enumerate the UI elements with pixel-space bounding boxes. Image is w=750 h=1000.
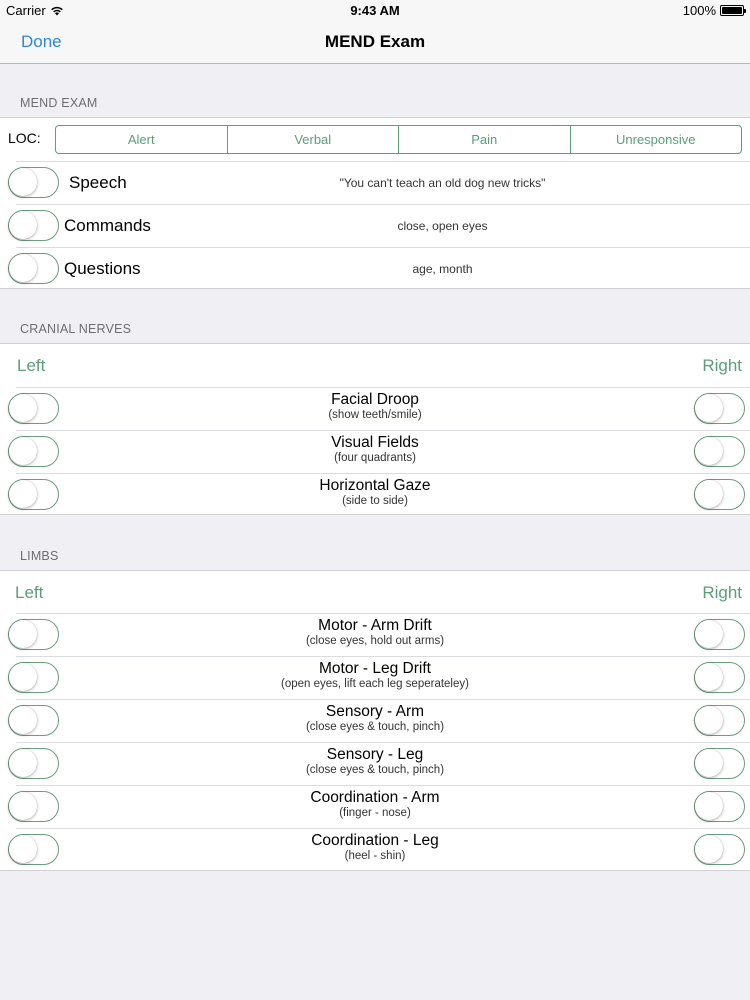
motor-leg-drift-row [0, 656, 750, 699]
visual-fields-title: Visual Fields [331, 434, 419, 451]
sensory-leg-row [0, 742, 750, 785]
loc-option-unresponsive[interactable]: Unresponsive [616, 132, 696, 147]
facial-droop-title: Facial Droop [331, 391, 419, 408]
motor-arm-drift-row [0, 613, 750, 656]
motor-arm-drift-title: Motor - Arm Drift [318, 617, 432, 634]
carrier-label: Carrier [6, 3, 46, 18]
loc-segmented-control [55, 125, 742, 154]
coordination-arm-title: Coordination - Arm [310, 789, 440, 806]
limbs-left-right-header [0, 571, 750, 613]
visual-fields-row [0, 430, 750, 473]
sensory-leg-title: Sensory - Leg [326, 746, 424, 763]
commands-row [0, 204, 750, 247]
motor-arm-drift-right-toggle[interactable] [694, 619, 745, 650]
cranial-left-label: Left [17, 356, 46, 375]
horizontal-gaze-row [0, 473, 750, 516]
commands-toggle[interactable] [8, 210, 59, 241]
status-bar [0, 0, 750, 20]
coordination-arm-row [0, 785, 750, 828]
battery-icon [720, 5, 744, 16]
speech-hint: "You can't teach an old dog new tricks" [339, 176, 546, 190]
battery-indicator [683, 3, 744, 18]
cranial-nerves-group [0, 343, 750, 515]
motor-leg-drift-subtitle: (open eyes, lift each leg seperateley) [281, 678, 469, 690]
speech-label: Speech [69, 173, 127, 192]
limbs-right-label: Right [702, 583, 742, 602]
commands-label: Commands [64, 216, 151, 235]
section-header-mend-exam: MEND EXAM [20, 96, 98, 110]
sensory-arm-subtitle: (close eyes & touch, pinch) [305, 721, 445, 733]
sensory-arm-right-toggle[interactable] [694, 705, 745, 736]
questions-toggle[interactable] [8, 253, 59, 284]
sensory-arm-row [0, 699, 750, 742]
questions-row [0, 247, 750, 290]
limbs-left-label: Left [15, 583, 44, 602]
horizontal-gaze-subtitle: (side to side) [342, 495, 408, 507]
coordination-arm-right-toggle[interactable] [694, 791, 745, 822]
motor-leg-drift-right-toggle[interactable] [694, 662, 745, 693]
motor-arm-drift-subtitle: (close eyes, hold out arms) [305, 635, 445, 647]
questions-label: Questions [64, 259, 141, 278]
visual-fields-subtitle: (four quadrants) [334, 452, 416, 464]
loc-label: LOC: [8, 130, 41, 146]
sensory-arm-title: Sensory - Arm [325, 703, 425, 720]
cranial-left-right-header [0, 344, 750, 387]
coordination-leg-row [0, 828, 750, 871]
horizontal-gaze-right-toggle[interactable] [694, 479, 745, 510]
battery-percent: 100% [682, 3, 716, 18]
commands-hint: close, open eyes [397, 219, 488, 233]
loc-row [0, 118, 750, 161]
horizontal-gaze-title: Horizontal Gaze [319, 477, 431, 494]
facial-droop-subtitle: (show teeth/smile) [328, 409, 422, 421]
clock: 9:43 AM [350, 3, 400, 18]
speech-toggle[interactable] [8, 167, 59, 198]
cranial-right-label: Right [702, 356, 742, 375]
coordination-leg-subtitle: (heel - shin) [344, 850, 406, 862]
page-title: MEND Exam [324, 32, 426, 51]
sensory-leg-right-toggle[interactable] [694, 748, 745, 779]
section-header-cranial-nerves: CRANIAL NERVES [20, 322, 132, 336]
motor-leg-drift-title: Motor - Leg Drift [319, 660, 431, 677]
navigation-bar [0, 20, 750, 64]
loc-option-pain[interactable]: Pain [399, 126, 571, 153]
speech-row [0, 161, 750, 204]
loc-option-alert[interactable]: Alert [56, 126, 228, 153]
sensory-leg-subtitle: (close eyes & touch, pinch) [305, 764, 445, 776]
done-button[interactable]: Done [21, 32, 62, 51]
facial-droop-row [0, 387, 750, 430]
section-header-limbs: LIMBS [20, 549, 59, 563]
questions-hint: age, month [412, 262, 473, 276]
facial-droop-right-toggle[interactable] [694, 393, 745, 424]
visual-fields-right-toggle[interactable] [694, 436, 745, 467]
mend-exam-group [0, 117, 750, 289]
limbs-group [0, 570, 750, 871]
coordination-leg-right-toggle[interactable] [694, 834, 745, 865]
coordination-leg-title: Coordination - Leg [311, 832, 439, 849]
coordination-arm-subtitle: (finger - nose) [339, 807, 411, 819]
loc-option-verbal[interactable]: Verbal [228, 126, 400, 153]
